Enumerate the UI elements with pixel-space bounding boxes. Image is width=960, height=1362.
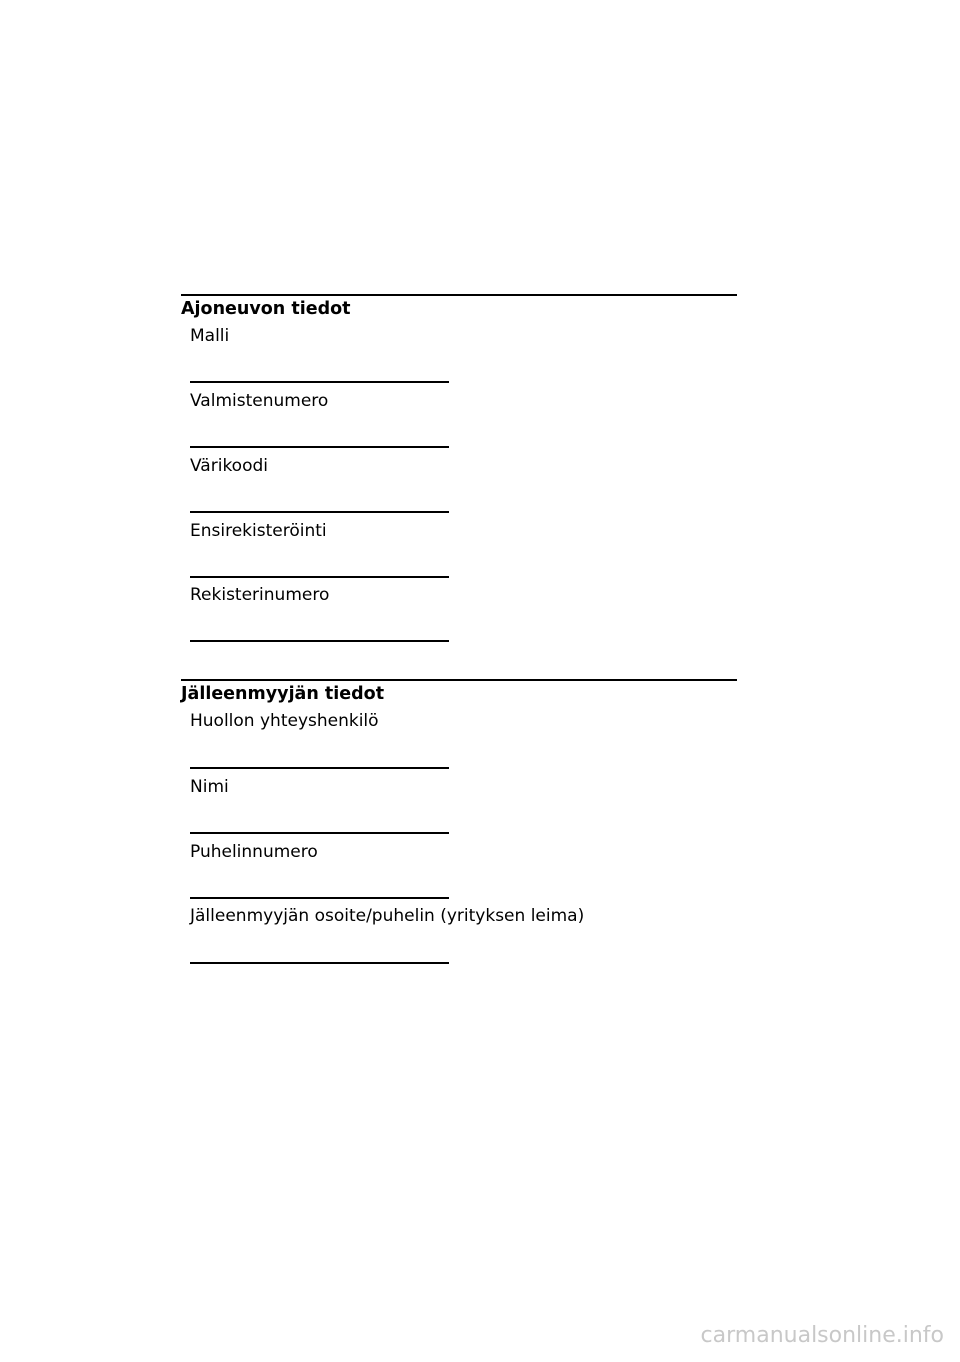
- serial-number-field: [190, 391, 790, 411]
- field-label: Jälleenmyyjän osoite/puhelin (yrityksen leima): [190, 906, 585, 926]
- field-label: Ensirekisteröinti: [190, 521, 327, 541]
- name-field: [190, 777, 790, 797]
- phone-number-field: [190, 842, 790, 862]
- dealer-address-field: [190, 906, 790, 926]
- model-field: [190, 326, 790, 346]
- field-label: Värikoodi: [190, 456, 268, 476]
- section-divider: [181, 679, 737, 681]
- section-title: Ajoneuvon tiedot: [181, 299, 351, 319]
- fill-in-line[interactable]: [190, 381, 449, 383]
- service-contact-field: [190, 711, 790, 731]
- dealer-info-section: [181, 679, 737, 704]
- registration-number-field: [190, 585, 790, 605]
- fill-in-line[interactable]: [190, 511, 449, 513]
- watermark: carmanualsonline.info: [700, 1323, 944, 1348]
- section-divider: [181, 294, 737, 296]
- color-code-field: [190, 456, 790, 476]
- fill-in-line[interactable]: [190, 832, 449, 834]
- fill-in-line[interactable]: [190, 767, 449, 769]
- field-label: Puhelinnumero: [190, 842, 318, 862]
- field-label: Huollon yhteyshenkilö: [190, 711, 379, 731]
- fill-in-line[interactable]: [190, 640, 449, 642]
- fill-in-line[interactable]: [190, 576, 449, 578]
- fill-in-line[interactable]: [190, 897, 449, 899]
- fill-in-line[interactable]: [190, 446, 449, 448]
- section-title: Jälleenmyyjän tiedot: [181, 684, 385, 704]
- vehicle-info-section: [181, 294, 737, 319]
- first-registration-field: [190, 521, 790, 541]
- fill-in-line[interactable]: [190, 962, 449, 964]
- field-label: Valmistenumero: [190, 391, 329, 411]
- field-label: Rekisterinumero: [190, 585, 330, 605]
- field-label: Nimi: [190, 777, 229, 797]
- field-label: Malli: [190, 326, 230, 346]
